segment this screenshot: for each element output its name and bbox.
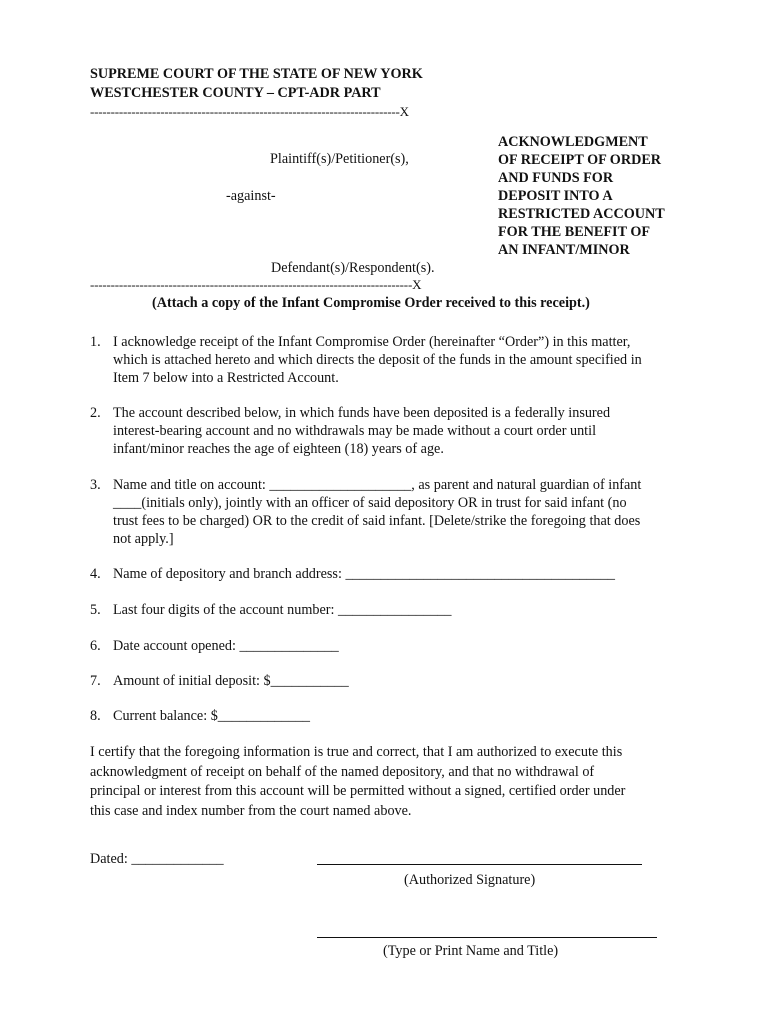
dated-field[interactable]: Dated: _____________ <box>90 851 224 867</box>
document-title <box>498 133 665 259</box>
depository-address-field[interactable]: Name of depository and branch address: ______________________________________ <box>113 566 616 582</box>
name-title-line[interactable] <box>317 937 657 938</box>
item-line: I acknowledge receipt of the Infant Compromise Order (hereinafter “Order”) in this matter, <box>113 334 631 350</box>
date-opened-field[interactable]: Date account opened: ______________ <box>113 638 339 654</box>
item-line: ____(initials only), jointly with an officer of said depository OR in trust for said infant (no <box>113 495 627 511</box>
attach-instruction: (Attach a copy of the Infant Compromise Order received to this receipt.) <box>152 295 590 311</box>
caption-separator-top: ---------------------------------------------------------------------------X <box>90 104 409 119</box>
plaintiff-label: Plaintiff(s)/Petitioner(s), <box>270 151 409 167</box>
court-header <box>90 65 423 103</box>
item-line: The account described below, in which funds have been deposited is a federally insured <box>113 405 611 421</box>
item-number: 3. <box>90 477 101 493</box>
title-line: RESTRICTED ACCOUNT <box>498 206 665 222</box>
current-balance-field[interactable]: Current balance: $_____________ <box>113 708 311 724</box>
title-line: OF RECEIPT OF ORDER <box>498 152 662 168</box>
caption-separator-bottom: ------------------------------------------------------------------------------X <box>90 277 422 292</box>
item-number: 4. <box>90 566 101 582</box>
certification-line: I certify that the foregoing information is true and correct, that I am authorized to execute this <box>90 744 623 760</box>
item-line: infant/minor reaches the age of eighteen (18) years of age. <box>113 441 444 457</box>
certification-line: principal or interest from this account will be permitted without a signed, certified order under <box>90 783 626 799</box>
title-line: DEPOSIT INTO A <box>498 188 613 204</box>
item-number: 1. <box>90 334 101 350</box>
certification-line: this case and index number from the court named above. <box>90 802 412 819</box>
title-line: AN INFANT/MINOR <box>498 242 630 258</box>
item-number: 7. <box>90 673 101 689</box>
title-line: ACKNOWLEDGMENT <box>498 134 648 150</box>
defendant-label: Defendant(s)/Respondent(s). <box>271 260 435 276</box>
court-part: WESTCHESTER COUNTY – CPT-ADR PART <box>90 85 381 101</box>
initial-deposit-field[interactable]: Amount of initial deposit: $___________ <box>113 673 349 689</box>
item-line: interest-bearing account and no withdrawals may be made without a court order until <box>113 423 597 439</box>
certification-line: acknowledgment of receipt on behalf of the named depository, and that no withdrawal of <box>90 763 595 780</box>
account-name-field[interactable]: Name and title on account: ____________________, as parent and natural guardian of infant <box>113 477 642 493</box>
certification-paragraph <box>90 743 625 821</box>
name-title-label: (Type or Print Name and Title) <box>383 943 559 959</box>
item-line: Item 7 below into a Restricted Account. <box>113 370 339 386</box>
account-last-four-field[interactable]: Last four digits of the account number: ________________ <box>113 602 452 618</box>
title-line: FOR THE BENEFIT OF <box>498 224 651 240</box>
item-number: 6. <box>90 638 101 654</box>
item-line: which is attached hereto and which directs the deposit of the funds in the amount specified in <box>113 352 642 368</box>
item-number: 5. <box>90 602 101 618</box>
item-number: 8. <box>90 708 101 724</box>
authorized-signature-label: (Authorized Signature) <box>404 872 536 888</box>
against-label: -against- <box>226 188 276 204</box>
item-line: not apply.] <box>113 531 174 547</box>
item-number: 2. <box>90 405 101 421</box>
authorized-signature-line[interactable] <box>317 864 642 865</box>
item-line: trust fees to be charged) OR to the credit of said infant. [Delete/strike the foregoing that does <box>113 513 641 529</box>
title-line: AND FUNDS FOR <box>498 170 614 186</box>
court-name: SUPREME COURT OF THE STATE OF NEW YORK <box>90 66 423 82</box>
